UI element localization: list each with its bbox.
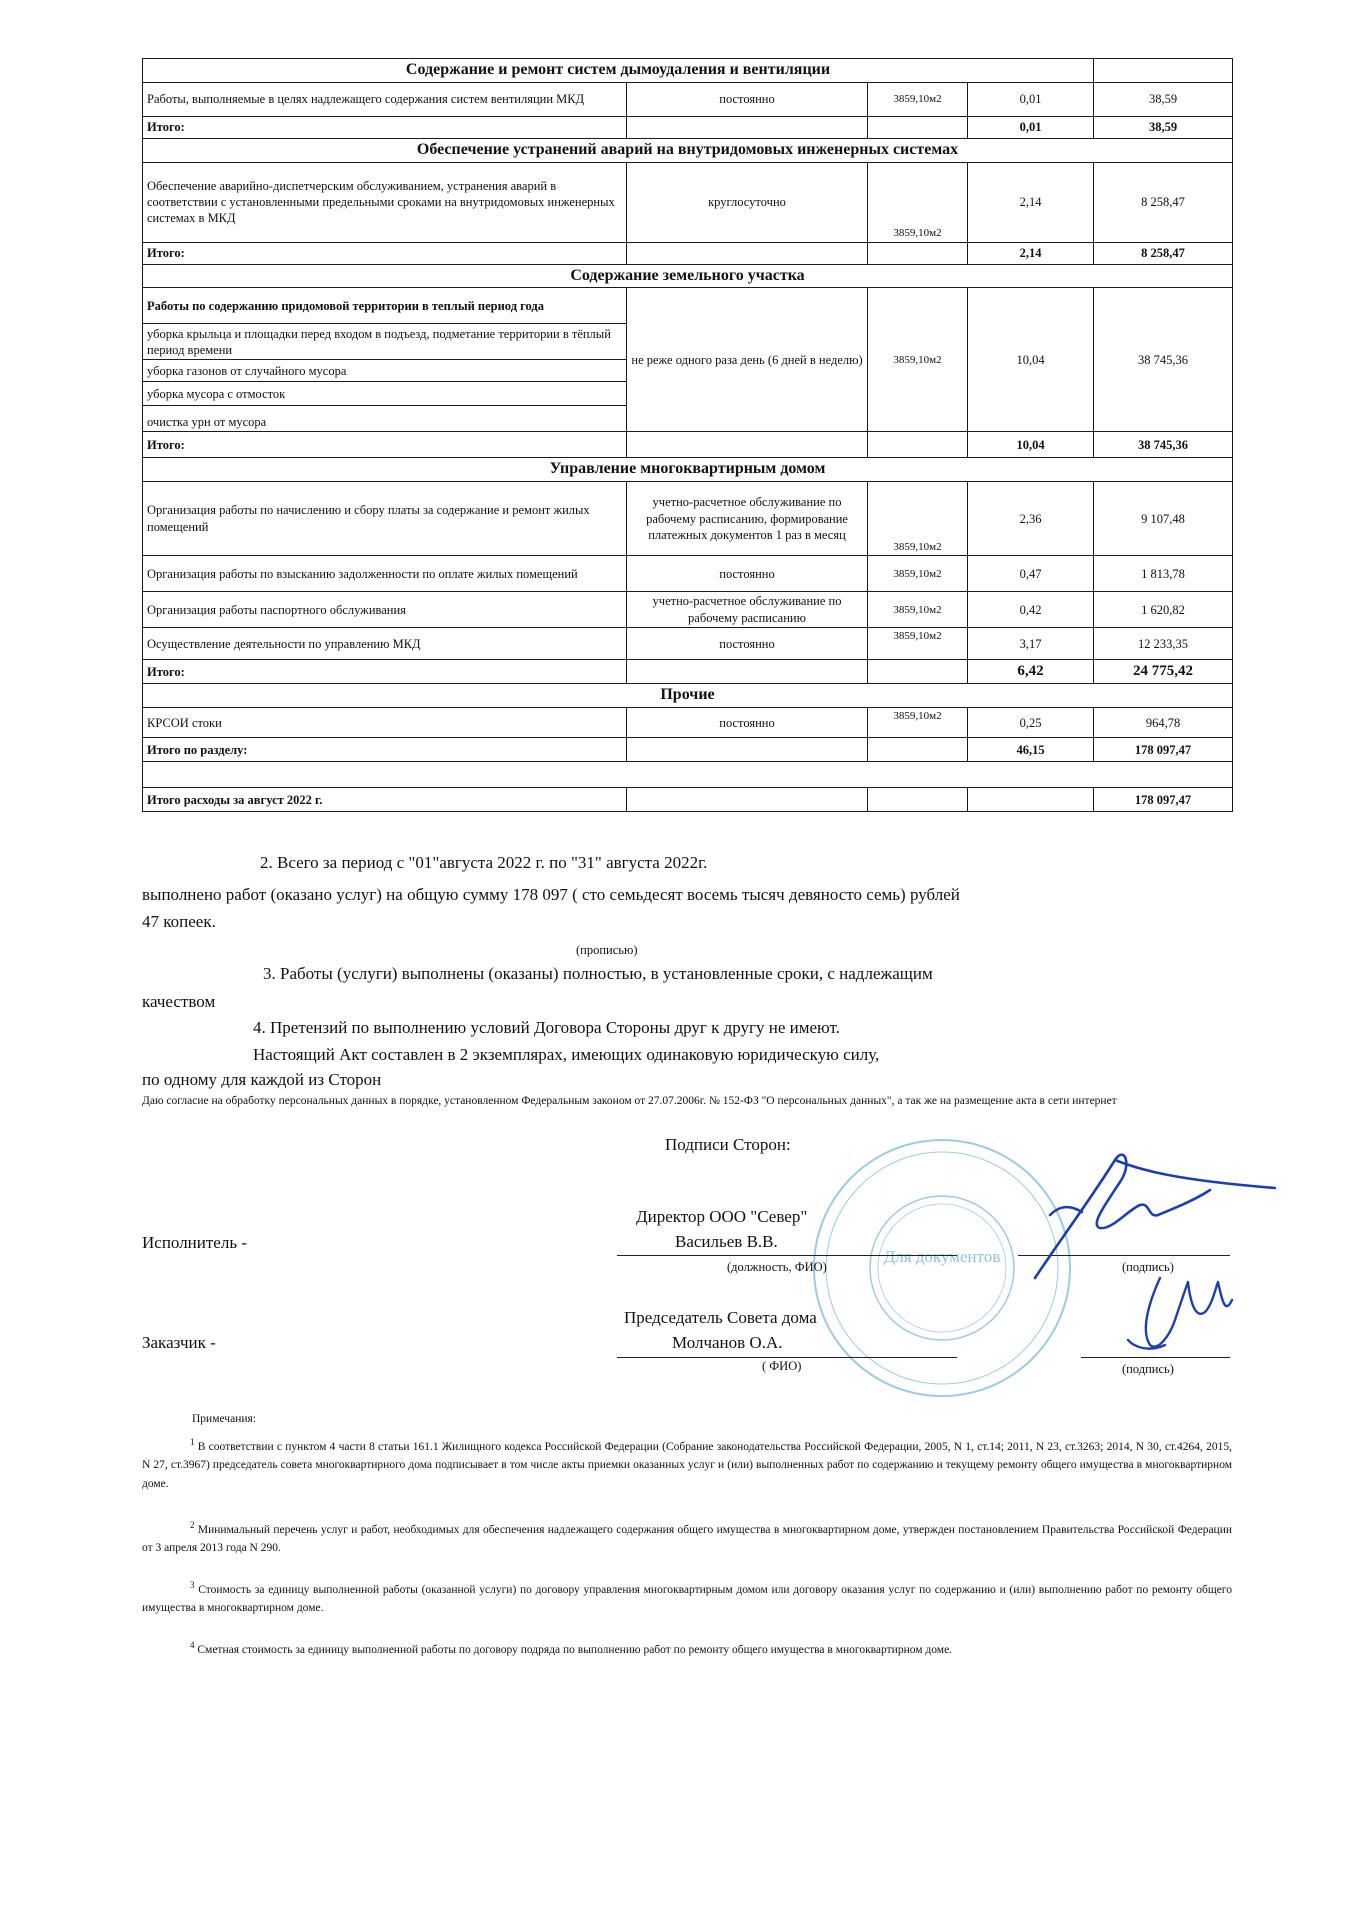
customer-sign-caption: (подпись)	[1122, 1362, 1174, 1376]
section-title: Прочие	[143, 684, 1233, 708]
section-title: Обеспечение устранений аварий на внутридомовых инженерных системах	[143, 138, 1233, 162]
work-area: 3859,10м2	[868, 288, 968, 432]
work-rate: 2,36	[968, 482, 1094, 556]
work-name: очистка урн от мусора	[143, 406, 627, 432]
work-name: уборка газонов от случайного мусора	[143, 360, 627, 382]
work-period: учетно-расчетное обслуживание по рабочему расписанию	[627, 592, 868, 628]
note-number: 4	[190, 1640, 195, 1650]
group-header: Работы по содержанию придомовой территории в теплый период года	[143, 288, 627, 324]
work-rate: 0,42	[968, 592, 1094, 628]
work-period: постоянно	[627, 82, 868, 116]
paragraph-2-line-3: 47 копеек.	[142, 912, 216, 931]
total-sum: 178 097,47	[1094, 738, 1233, 762]
work-area: 3859,10м2	[868, 592, 968, 628]
work-name: Организация работы по взысканию задолженности по оплате жилых помещений	[143, 556, 627, 592]
total-rate: 2,14	[968, 242, 1094, 264]
paragraph-2-line-1: 2. Всего за период с "01"августа 2022 г. по "31" августа 2022г.	[260, 853, 708, 872]
work-name: уборка мусора с отмосток	[143, 382, 627, 406]
work-period: учетно-расчетное обслуживание по рабочему расписанию, формирование платежных документов 1 раз в месяц	[627, 482, 868, 556]
notes-heading: Примечания:	[192, 1413, 256, 1425]
customer-signature	[1128, 1278, 1232, 1349]
work-name: Обеспечение аварийно-диспетчерским обслуживанием, устранения аварий в соответствии с установленными предельными сроками на внутридомовых инженерных системах в МКД	[143, 162, 627, 242]
work-period: постоянно	[627, 708, 868, 738]
work-name: Работы, выполняемые в целях надлежащего содержания систем вентиляции МКД	[143, 82, 627, 116]
total-sum: 8 258,47	[1094, 242, 1233, 264]
work-period: постоянно	[627, 556, 868, 592]
executor-signature	[1035, 1155, 1275, 1278]
section-title: Управление многоквартирным домом	[143, 458, 1233, 482]
work-sum: 38 745,36	[1094, 288, 1233, 432]
total-label: Итого по разделу:	[143, 738, 627, 762]
work-name: уборка крыльца и площадки перед входом в подъезд, подметание территории в тёплый период времени	[143, 324, 627, 360]
grand-total-sum: 178 097,47	[1094, 788, 1233, 812]
executor-caption: (должность, ФИО)	[727, 1260, 827, 1274]
work-period: круглосуточно	[627, 162, 868, 242]
work-sum: 964,78	[1094, 708, 1233, 738]
total-rate: 10,04	[968, 432, 1094, 458]
work-sum: 9 107,48	[1094, 482, 1233, 556]
note-4	[142, 1638, 1232, 1659]
note-text: В соответствии с пунктом 4 части 8 статьи 161.1 Жилищного кодекса Российской Федерации (Собрание законодательства Российской Федерации, 2005, N 1, ст.14; 2011, N 23, ст.3263; 2014, N 30, ст.4264, 2015, N 27, ст.3967) председатель совета многоквартирного дома подписывает в том числе акты приемки оказанных услуг и (или) выполненных работ по содержанию и текущему ремонту общего имущества в многоквартирном доме.	[142, 1440, 1232, 1490]
note-number: 3	[190, 1580, 195, 1590]
work-rate: 0,47	[968, 556, 1094, 592]
total-label: Итого:	[143, 116, 627, 138]
customer-label: Заказчик -	[142, 1333, 216, 1352]
work-sum: 12 233,35	[1094, 628, 1233, 660]
work-sum: 1 813,78	[1094, 556, 1233, 592]
note-1	[142, 1435, 1232, 1493]
section-title: Содержание земельного участка	[143, 264, 1233, 288]
note-text: Стоимость за единицу выполненной работы (оказанной услуги) по договору управления многоквартирным домом или договору оказания услуг по содержанию и (или) выполнению работ по ремонту общего имущества в многоквартирном доме.	[142, 1583, 1232, 1615]
total-sum: 38 745,36	[1094, 432, 1233, 458]
work-sum: 1 620,82	[1094, 592, 1233, 628]
note-text: Сметная стоимость за единицу выполненной работы по договору подряда по выполнению работ по ремонту общего имущества в многоквартирном доме.	[197, 1643, 953, 1656]
work-sum: 8 258,47	[1094, 162, 1233, 242]
paragraph-3-line-2: качеством	[142, 992, 216, 1011]
customer-position: Председатель Совета дома	[624, 1308, 817, 1327]
work-period: постоянно	[627, 628, 868, 660]
work-rate: 0,25	[968, 708, 1094, 738]
grand-total-label: Итого расходы за август 2022 г.	[143, 788, 627, 812]
total-sum: 38,59	[1094, 116, 1233, 138]
note-3	[142, 1578, 1232, 1618]
paragraph-5-line-1: Настоящий Акт составлен в 2 экземплярах, имеющих одинаковую юридическую силу,	[253, 1045, 880, 1064]
signatures-heading: Подписи Сторон:	[665, 1135, 791, 1154]
paragraph-2-line-2: выполнено работ (оказано услуг) на общую сумму 178 097 ( сто семьдесят восемь тысяч девяносто семь) рублей	[142, 885, 960, 904]
work-name: КРСОИ стоки	[143, 708, 627, 738]
executor-name: Васильев В.В.	[675, 1232, 778, 1251]
total-rate: 0,01	[968, 116, 1094, 138]
note-2	[142, 1518, 1232, 1558]
executor-position: Директор ООО "Север"	[636, 1207, 808, 1226]
work-rate: 10,04	[968, 288, 1094, 432]
stamp-text: Для документов	[883, 1247, 1001, 1266]
work-area: 3859,10м2	[868, 82, 968, 116]
work-area: 3859,10м2	[868, 628, 968, 660]
work-rate: 3,17	[968, 628, 1094, 660]
work-sum: 38,59	[1094, 82, 1233, 116]
work-name: Организация работы по начислению и сбору платы за содержание и ремонт жилых помещений	[143, 482, 627, 556]
work-area: 3859,10м2	[868, 482, 968, 556]
note-text: Минимальный перечень услуг и работ, необходимых для обеспечения надлежащего содержания общего имущества в многоквартирном доме, утвержден постановлением Правительства Российской Федерации от 3 апреля 2013 года N 290.	[142, 1523, 1233, 1555]
note-number: 1	[190, 1437, 195, 1447]
total-rate: 46,15	[968, 738, 1094, 762]
propisyu-caption: (прописью)	[576, 943, 638, 957]
paragraph-5-line-2: по одному для каждой из Сторон	[142, 1070, 382, 1089]
section-title: Содержание и ремонт систем дымоудаления и вентиляции	[143, 59, 1094, 83]
total-label: Итого:	[143, 432, 627, 458]
total-label: Итого:	[143, 242, 627, 264]
work-area: 3859,10м2	[868, 162, 968, 242]
work-rate: 2,14	[968, 162, 1094, 242]
work-area: 3859,10м2	[868, 556, 968, 592]
paragraph-3-line-1: 3. Работы (услуги) выполнены (оказаны) полностью, в установленные сроки, с надлежащим	[263, 964, 933, 983]
work-area: 3859,10м2	[868, 708, 968, 738]
note-number: 2	[190, 1520, 195, 1530]
executor-sign-caption: (подпись)	[1122, 1260, 1174, 1274]
total-sum: 24 775,42	[1094, 660, 1233, 684]
total-label: Итого:	[143, 660, 627, 684]
work-rate: 0,01	[968, 82, 1094, 116]
total-rate: 6,42	[968, 660, 1094, 684]
work-name: Организация работы паспортного обслуживания	[143, 592, 627, 628]
paragraph-4: 4. Претензий по выполнению условий Договора Стороны друг к другу не имеют.	[253, 1018, 840, 1037]
work-name: Осуществление деятельности по управлению МКД	[143, 628, 627, 660]
work-period: не реже одного раза день (6 дней в неделю)	[627, 288, 868, 432]
customer-caption: ( ФИО)	[762, 1359, 802, 1373]
customer-name: Молчанов О.А.	[672, 1333, 783, 1352]
consent-text: Даю согласие на обработку персональных данных в порядке, установленном Федеральным законом от 27.07.2006г. № 152-ФЗ "О персональных данных", а так же на размещение акта в сети интернет	[142, 1095, 1117, 1107]
executor-label: Исполнитель -	[142, 1233, 247, 1252]
